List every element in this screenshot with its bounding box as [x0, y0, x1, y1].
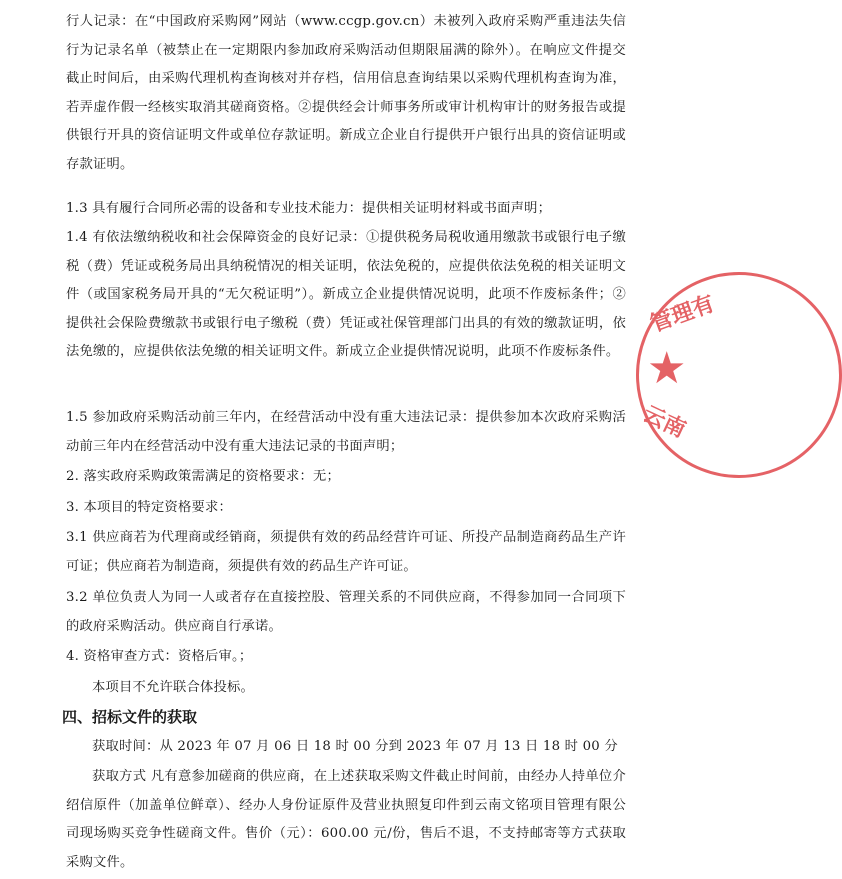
- paragraph-3-2: 3.2 单位负责人为同一人或者存在直接控股、管理关系的不同供应商，不得参加同一合同项下的政府采购活动。供应商自行承诺。: [66, 590, 626, 634]
- paragraph-acquisition-method: 获取方式 凡有意参加磋商的供应商，在上述获取采购文件截止时间前，由经办人持单位介绍信原件（加盖单位鲜章）、经办人身份证原件及营业执照复印件到云南文铭项目管理有限公司现场购买竞争性磋商文件。售价（元）：600.00 元/份，售后不退，不支持邮寄等方式获取采购文件。: [66, 769, 626, 870]
- paragraph-3-1: 3.1 供应商若为代理商或经销商，须提供有效的药品经营许可证、所投产品制造商药品生产许可证；供应商若为制造商，须提供有效的药品生产许可证。: [66, 530, 626, 574]
- paragraph-credit-record: 行人记录：在“中国政府采购网”网站（www.ccgp.gov.cn）未被列入政府采购严重违法失信行为记录名单（被禁止在一定期限内参加政府采购活动但期限届满的除外）。在响应文件提交截止时间后，由采购代理机构查询核对并存档，信用信息查询结果以采购代理机构查询为准，若弄虚作假一经核实取消其磋商资格。②提供经会计师事务所或审计机构审计的财务报告或提供银行开具的资信证明文件或单位存款证明。新成立企业自行提供开户银行出具的资信证明或存款证明。: [66, 14, 626, 172]
- company-seal: [636, 272, 842, 478]
- seal-text-bottom: 云南: [638, 401, 690, 443]
- paragraph-acquisition-time: 获取时间：从 2023 年 07 月 06 日 18 时 00 分到 2023 年 07 月 13 日 18 时 00 分: [92, 739, 618, 754]
- paragraph-1-4: 1.4 有依法缴纳税收和社会保障资金的良好记录：①提供税务局税收通用缴款书或银行电子缴税（费）凭证或税务局出具纳税情况的相关证明，依法免税的，应提供依法免税的相关证明文件（或国家税务局开具的“无欠税证明”）。新成立企业提供情况说明，此项不作废标条件；②提供社会保险费缴款书或银行电子缴税（费）凭证或社保管理部门出具的有效的缴款证明，依法免缴的，应提供依法免缴的相关证明文件。新成立企业提供情况说明，此项不作废标条件。: [66, 230, 626, 360]
- seal-text-top: 管理有: [647, 291, 718, 338]
- paragraph-3: 3. 本项目的特定资格要求：: [66, 500, 232, 515]
- paragraph-4: 4. 资格审查方式：资格后审。；: [66, 649, 253, 664]
- seal-star-icon: ★: [647, 343, 687, 394]
- section-heading-4: 四、招标文件的获取: [62, 708, 198, 726]
- paragraph-1-5: 1.5 参加政府采购活动前三年内，在经营活动中没有重大违法记录：提供参加本次政府采购活动前三年内在经营活动中没有重大违法记录的书面声明；: [66, 410, 626, 454]
- paragraph-2: 2. 落实政府采购政策需满足的资格要求：无；: [66, 469, 340, 484]
- paragraph-1-3: 1.3 具有履行合同所必需的设备和专业技术能力：提供相关证明材料或书面声明；: [66, 201, 552, 216]
- paragraph-consortium: 本项目不允许联合体投标。: [92, 680, 254, 695]
